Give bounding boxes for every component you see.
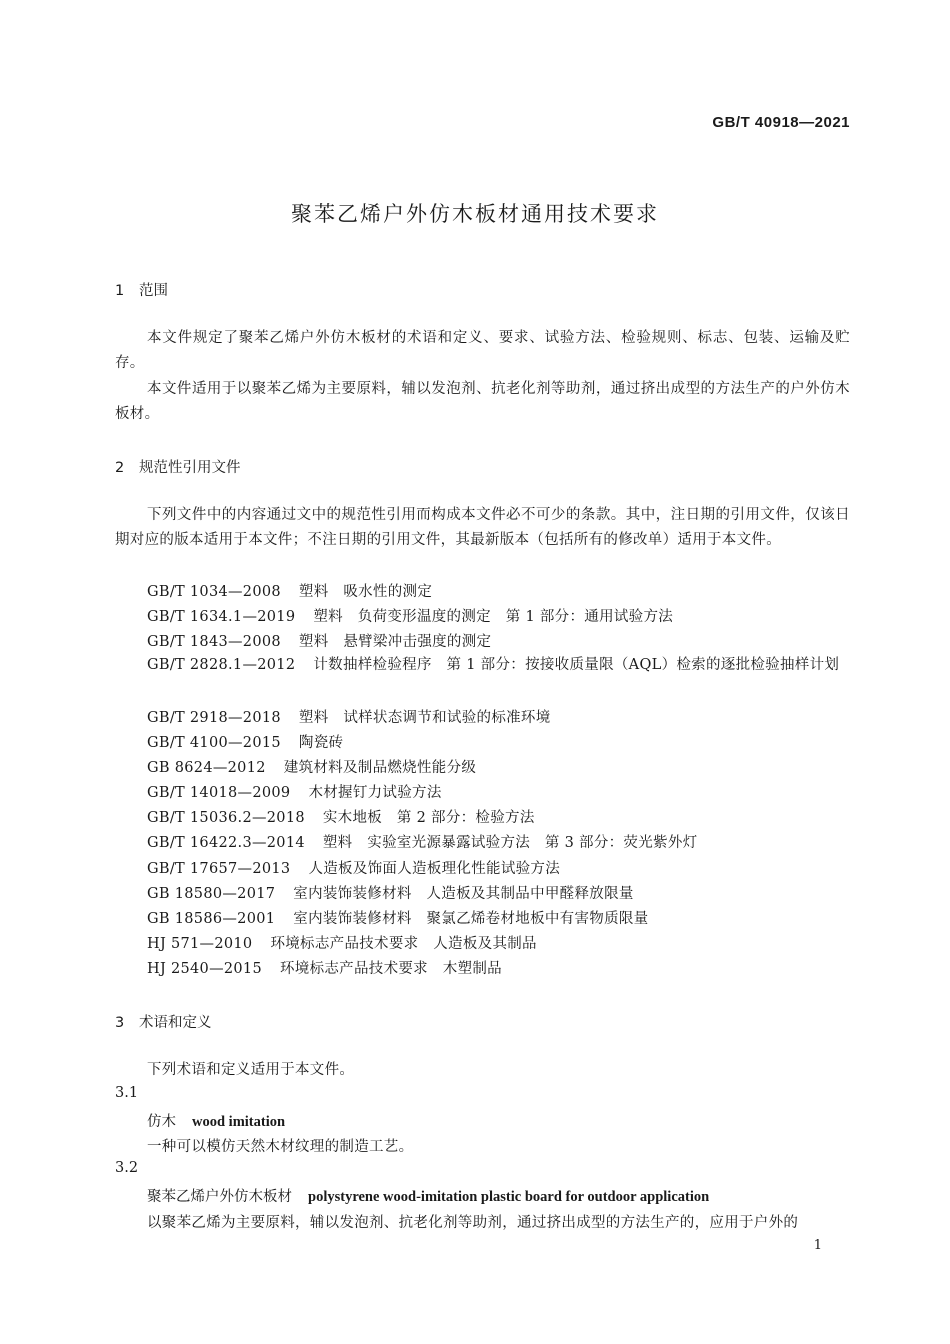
reference-item xyxy=(147,907,648,928)
term-entry xyxy=(147,1110,285,1131)
document-title: 聚苯乙烯户外仿木板材通用技术要求 xyxy=(291,202,659,226)
scope-paragraph-1: 本文件规定了聚苯乙烯户外仿木板材的术语和定义、要求、试验方法、检验规则、标志、包装、运输及贮存。 xyxy=(115,330,850,371)
reference-item xyxy=(147,857,560,878)
term-zh: 聚苯乙烯户外仿木板材 xyxy=(147,1189,292,1205)
reference-item xyxy=(147,731,343,752)
term-definition: 一种可以模仿天然木材纹理的制造工艺。 xyxy=(147,1139,414,1155)
reference-code: GB/T 4100—2015 xyxy=(147,735,281,751)
reference-item xyxy=(147,932,537,953)
reference-item xyxy=(147,580,432,601)
reference-code: GB/T 2828.1—2012 xyxy=(147,657,296,673)
reference-code: GB/T 2918—2018 xyxy=(147,710,281,726)
reference-code: GB/T 1634.1—2019 xyxy=(147,609,296,625)
reference-code: HJ 571—2010 xyxy=(147,936,253,952)
reference-title: 陶瓷砖 xyxy=(298,735,344,751)
reference-title: 建筑材料及制品燃烧性能分级 xyxy=(283,760,477,776)
clause-number: 3.1 xyxy=(115,1085,139,1101)
reference-title: 塑料 试样状态调节和试验的标准环境 xyxy=(298,710,551,726)
reference-code: GB/T 15036.2—2018 xyxy=(147,810,305,826)
reference-item xyxy=(147,706,551,727)
standard-number: GB/T 40918—2021 xyxy=(712,114,850,131)
term-definition: 以聚苯乙烯为主要原料，辅以发泡剂、抗老化剂等助剂，通过挤出成型的方法生产的，应用于户外的 xyxy=(147,1215,799,1231)
reference-title: 环境标志产品技术要求 人造板及其制品 xyxy=(270,936,537,952)
reference-item xyxy=(147,882,634,903)
reference-title: 室内装饰装修材料 人造板及其制品中甲醛释放限量 xyxy=(293,886,634,902)
section-heading-scope xyxy=(115,279,168,300)
references-intro: 下列文件中的内容通过文中的规范性引用而构成本文件必不可少的条款。其中，注日期的引用文件，仅该日期对应的版本适用于本文件；不注日期的引用文件，其最新版本（包括所有的修改单）适用于本文件。 xyxy=(115,507,850,548)
section-heading-references xyxy=(115,456,241,477)
reference-code: GB/T 1843—2008 xyxy=(147,634,281,650)
reference-title: 塑料 吸水性的测定 xyxy=(298,584,433,600)
term-en: wood imitation xyxy=(192,1114,286,1130)
section-title: 范围 xyxy=(139,283,168,299)
reference-title: 人造板及饰面人造板理化性能试验方法 xyxy=(308,861,561,877)
reference-item xyxy=(147,957,502,978)
section-number: 3 xyxy=(115,1015,125,1031)
reference-title: 塑料 实验室光源暴露试验方法 第 3 部分：荧光紫外灯 xyxy=(322,835,698,851)
page-number: 1 xyxy=(813,1238,822,1253)
reference-item xyxy=(147,756,476,777)
reference-item xyxy=(147,831,697,852)
reference-title: 实木地板 第 2 部分：检验方法 xyxy=(322,810,535,826)
section-number: 2 xyxy=(115,460,125,476)
reference-code: GB/T 17657—2013 xyxy=(147,861,291,877)
term-zh: 仿木 xyxy=(147,1114,176,1130)
reference-code: GB/T 1034—2008 xyxy=(147,584,281,600)
reference-title: 室内装饰装修材料 聚氯乙烯卷材地板中有害物质限量 xyxy=(293,911,649,927)
reference-item xyxy=(147,781,442,802)
section-title: 术语和定义 xyxy=(139,1015,212,1031)
section-number: 1 xyxy=(115,283,125,299)
reference-title: 塑料 负荷变形温度的测定 第 1 部分：通用试验方法 xyxy=(313,609,674,625)
reference-code: GB 18586—2001 xyxy=(147,911,276,927)
reference-title: 计数抽样检验程序 第 1 部分：按接收质量限（AQL）检索的逐批检验抽样计划 xyxy=(313,657,840,673)
terms-intro: 下列术语和定义适用于本文件。 xyxy=(147,1062,355,1078)
reference-code: HJ 2540—2015 xyxy=(147,961,262,977)
term-en: polystyrene wood-imitation plastic board for outdoor application xyxy=(308,1189,710,1205)
reference-title: 环境标志产品技术要求 木塑制品 xyxy=(279,961,502,977)
clause-number: 3.2 xyxy=(115,1160,139,1176)
reference-code: GB 18580—2017 xyxy=(147,886,276,902)
reference-code: GB/T 16422.3—2014 xyxy=(147,835,305,851)
section-title: 规范性引用文件 xyxy=(139,460,241,476)
reference-item xyxy=(147,630,491,651)
section-heading-terms xyxy=(115,1011,212,1032)
reference-title: 木材握钉力试验方法 xyxy=(308,785,442,801)
reference-code: GB/T 14018—2009 xyxy=(147,785,291,801)
reference-title: 塑料 悬臂梁冲击强度的测定 xyxy=(298,634,492,650)
reference-code: GB 8624—2012 xyxy=(147,760,266,776)
reference-item xyxy=(147,605,673,626)
reference-item xyxy=(147,806,535,827)
scope-paragraph-2: 本文件适用于以聚苯乙烯为主要原料，辅以发泡剂、抗老化剂等助剂，通过挤出成型的方法生产的户外仿木板材。 xyxy=(115,381,850,422)
reference-item xyxy=(115,653,850,678)
term-entry xyxy=(147,1185,709,1206)
